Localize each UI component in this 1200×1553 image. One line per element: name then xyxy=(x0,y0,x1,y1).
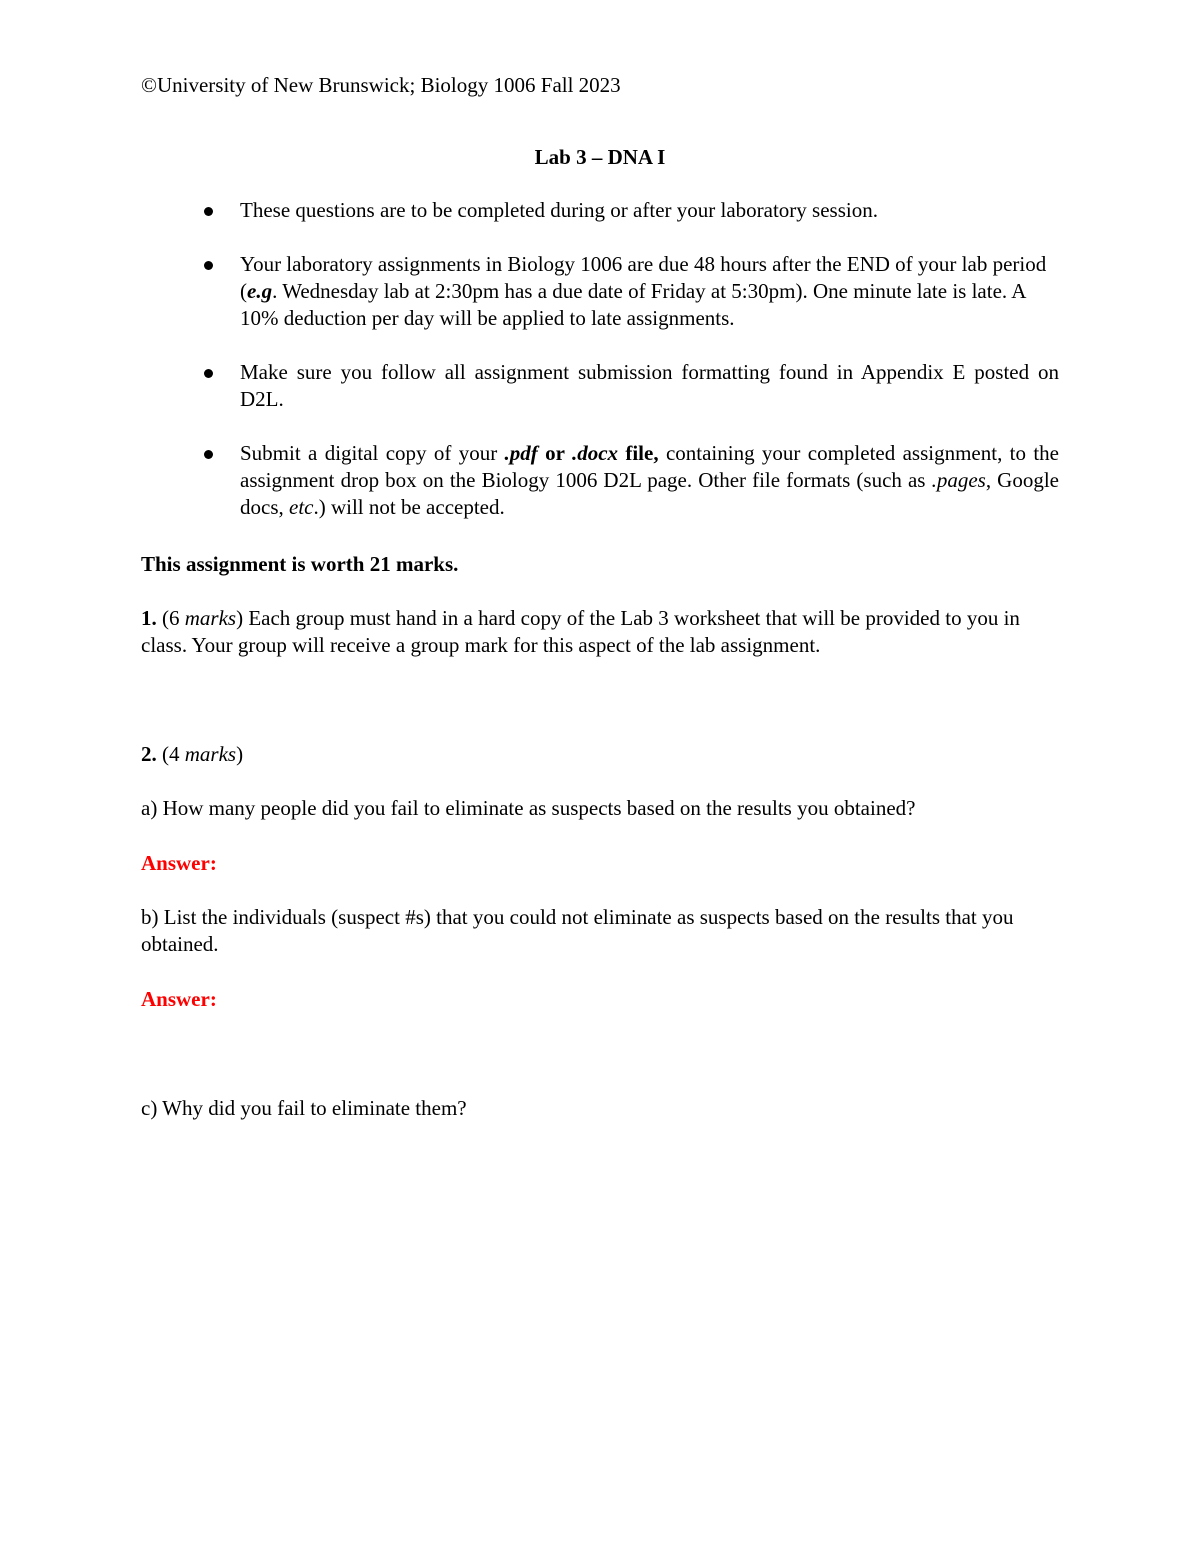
bullet-icon xyxy=(204,261,213,270)
question-2b: b) List the individuals (suspect #s) that you could not eliminate as suspects based on the results that you obtained. xyxy=(141,905,1014,956)
format-pdf: .pdf xyxy=(504,441,538,465)
instruction-item-4 xyxy=(141,440,1059,521)
question-1-number: 1. xyxy=(141,606,157,630)
question-1-marks: marks xyxy=(184,606,237,630)
format-docx: .docx xyxy=(571,441,619,465)
question-2-marks: marks xyxy=(184,742,237,766)
instruction-text-4a: Submit a digital copy of your xyxy=(240,441,505,465)
instruction-text-2a: Your laboratory assignments in Biology 1006 are due 48 hours after the END of your lab period ( xyxy=(240,252,1047,303)
instruction-text-4b: containing your completed assignment, to the assignment drop box on the Biology 1006 D2L page. Other file formats (such as xyxy=(240,441,1059,492)
question-2a: a) How many people did you fail to eliminate as suspects based on the results you obtained? xyxy=(141,796,916,820)
instruction-text-1: These questions are to be completed during or after your laboratory session. xyxy=(240,198,878,222)
instruction-item-3 xyxy=(141,359,1059,413)
instruction-item-1 xyxy=(141,197,1059,224)
format-etc: etc xyxy=(289,495,314,519)
answer-label-2b: Answer: xyxy=(141,987,217,1011)
format-or: or xyxy=(537,441,572,465)
question-2c: c) Why did you fail to eliminate them? xyxy=(141,1096,467,1120)
instruction-item-2 xyxy=(141,251,1059,332)
instruction-eg: e.g xyxy=(247,279,273,303)
format-file: file, xyxy=(618,441,659,465)
question-1 xyxy=(141,605,1061,659)
format-pages: .pages xyxy=(931,468,986,492)
answer-label-2a: Answer: xyxy=(141,851,217,875)
instructions-list xyxy=(141,197,1059,548)
question-2 xyxy=(141,741,1061,768)
instruction-text-4c: , Google docs, xyxy=(240,468,1059,519)
bullet-icon xyxy=(204,369,213,378)
instruction-text-2b: . Wednesday lab at 2:30pm has a due date of Friday at 5:30pm). One minute late is late. A 10% deduction per day will be applied to late assignments. xyxy=(240,279,1026,330)
instruction-text-3: Make sure you follow all assignment submission formatting found in Appendix E posted on D2L. xyxy=(240,360,1059,411)
bullet-icon xyxy=(204,207,213,216)
question-2-number: 2. xyxy=(141,742,157,766)
question-1-open: (6 xyxy=(156,606,185,630)
instruction-text-4d: .) will not be accepted. xyxy=(313,495,505,519)
copyright-header: ©University of New Brunswick; Biology 1006 Fall 2023 xyxy=(141,73,621,97)
bullet-icon xyxy=(204,450,213,459)
question-2-open: (4 xyxy=(156,742,185,766)
question-2-close: ) xyxy=(236,742,244,766)
assignment-worth: This assignment is worth 21 marks. xyxy=(141,552,459,576)
question-1-text: ) Each group must hand in a hard copy of the Lab 3 worksheet that will be provided to you in class. Your group will receive a group mark for this aspect of the lab assignment. xyxy=(141,606,1020,657)
lab-title: Lab 3 – DNA I xyxy=(534,145,666,169)
